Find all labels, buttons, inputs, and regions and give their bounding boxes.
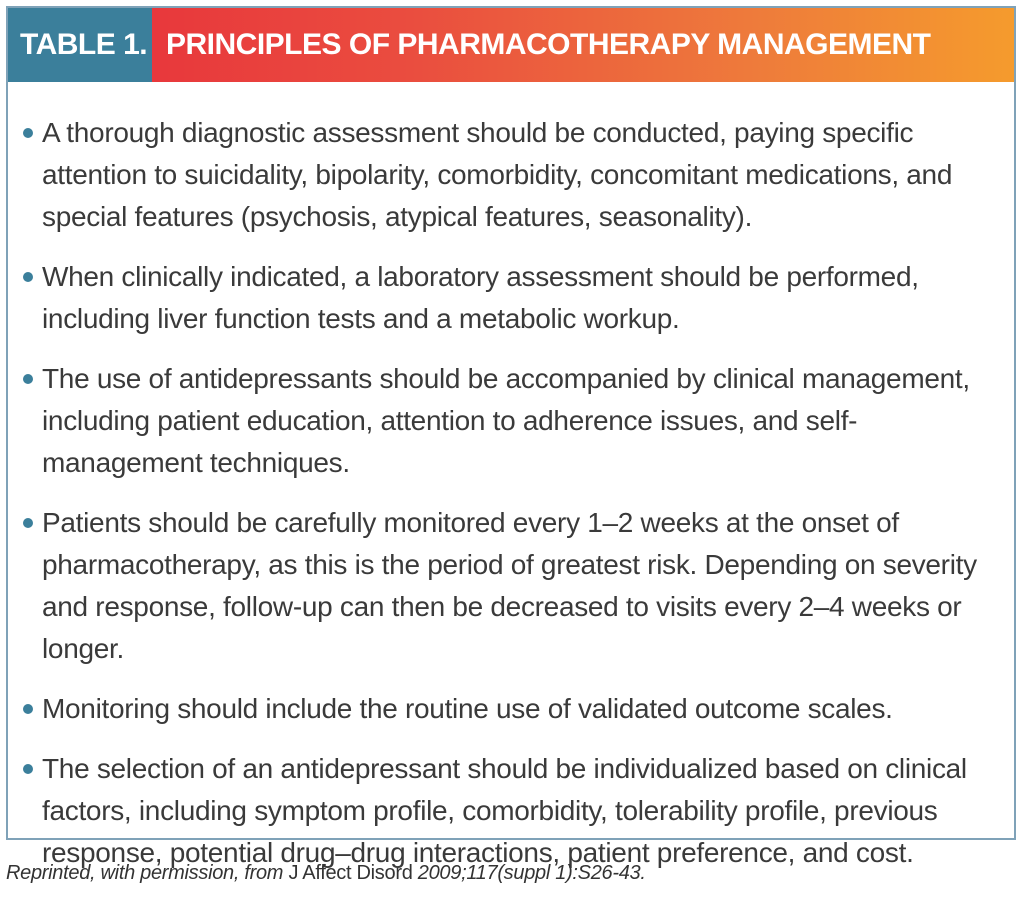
list-item xyxy=(8,256,1014,340)
citation-prefix: Reprinted, with permission, from xyxy=(6,862,284,884)
source-citation xyxy=(6,862,646,885)
table-label: TABLE 1. xyxy=(8,8,152,82)
list-item xyxy=(8,502,1014,670)
list-item-text: Monitoring should include the routine use of validated outcome scales. xyxy=(42,693,893,724)
bullet-icon xyxy=(23,128,33,138)
list-item-text: When clinically indicated, a laboratory assessment should be performed, including liver function tests and a metabolic workup. xyxy=(42,261,919,334)
table-box xyxy=(6,6,1016,868)
table-title: PRINCIPLES OF PHARMACOTHERAPY MANAGEMENT xyxy=(152,8,1014,82)
citation-journal: J Affect Disord xyxy=(288,862,413,884)
bullet-icon xyxy=(23,704,33,714)
bullet-icon xyxy=(23,518,33,528)
table-header xyxy=(8,8,1014,82)
bullet-icon xyxy=(23,272,33,282)
list-item xyxy=(8,688,1014,730)
list-item-text: A thorough diagnostic assessment should be conducted, paying specific attention to suicidality, bipolarity, comorbidity, concomitant medications, and special features (psychosis, atypical features, seasonality). xyxy=(42,117,953,232)
list-item xyxy=(8,358,1014,484)
principles-list xyxy=(8,112,1014,874)
citation-reference: 2009;117(suppl 1):S26-43. xyxy=(417,862,646,884)
list-item-text: The selection of an antidepressant should be individualized based on clinical factors, including symptom profile, comorbidity, tolerability profile, previous response, potential drug–drug interactions, patient preference, and cost. xyxy=(42,753,967,868)
list-item-text: Patients should be carefully monitored every 1–2 weeks at the onset of pharmacotherapy, as this is the period of greatest risk. Depending on severity and response, follow-up can then be decreased to visits every 2–4 weeks or longer. xyxy=(42,507,977,664)
bullet-icon xyxy=(23,374,33,384)
list-item-text: The use of antidepressants should be accompanied by clinical management, including patient education, attention to adherence issues, and self-management techniques. xyxy=(42,363,970,478)
bullet-icon xyxy=(23,764,33,774)
list-item xyxy=(8,112,1014,238)
list-item xyxy=(8,748,1014,874)
